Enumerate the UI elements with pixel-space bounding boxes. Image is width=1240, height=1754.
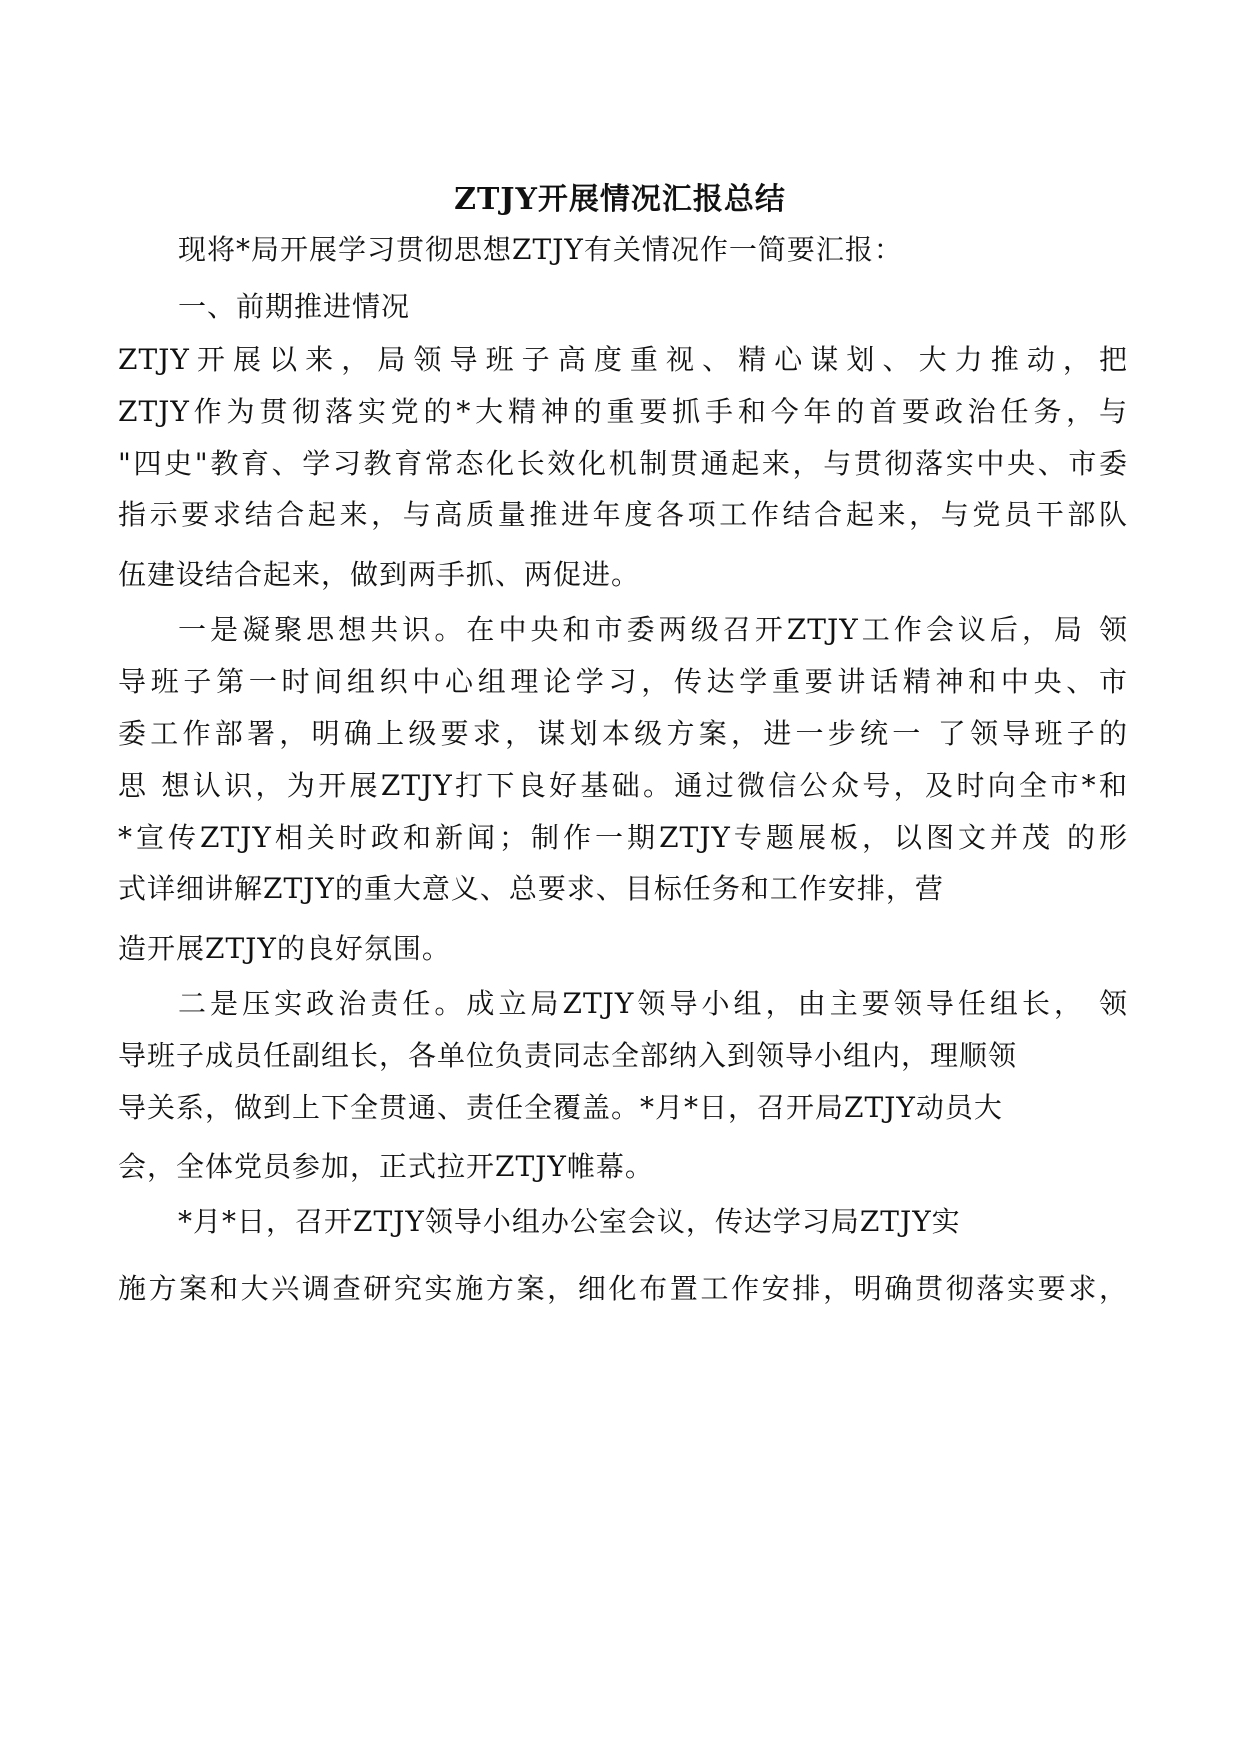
paragraph-line: 思 想认识，为开展ZTJY打下良好基础。通过微信公众号，及时向全市*和 <box>118 769 1128 802</box>
paragraph-line: 导班子第一时间组织中心组理论学习，传达学重要讲话精神和中央、市 <box>118 665 1128 698</box>
paragraph-line: 现将*局开展学习贯彻思想ZTJY有关情况作一简要汇报： <box>178 233 903 266</box>
paragraph-line: 二是压实政治责任。成立局ZTJY领导小组，由主要领导任组长， 领 <box>178 987 1128 1020</box>
paragraph-line: 一是凝聚思想共识。在中央和市委两级召开ZTJY工作会议后，局 领 <box>178 613 1128 646</box>
paragraph-line: *月*日，召开ZTJY领导小组办公室会议，传达学习局ZTJY实 <box>178 1205 961 1238</box>
paragraph-line: 导班子成员任副组长，各单位负责同志全部纳入到领导小组内，理顺领 <box>118 1039 1018 1072</box>
paragraph-line: *宣传ZTJY相关时政和新闻；制作一期ZTJY专题展板，以图文并茂 的形 <box>118 821 1128 854</box>
paragraph-line: "四史"教育、学习教育常态化长效化机制贯通起来，与贯彻落实中央、市委 <box>118 447 1128 480</box>
paragraph-line: 施方案和大兴调查研究实施方案，细化布置工作安排，明确贯彻落实要求， <box>118 1272 1128 1305</box>
paragraph-line: ZTJY开展以来，局领导班子高度重视、精心谋划、大力推动，把 <box>118 343 1128 376</box>
paragraph-line: 导关系，做到上下全贯通、责任全覆盖。*月*日，召开局ZTJY动员大 <box>118 1091 1003 1124</box>
document-title: ZTJY开展情况汇报总结 <box>454 182 786 217</box>
section-heading: 一、前期推进情况 <box>178 290 411 323</box>
paragraph-line: ZTJY作为贯彻落实党的*大精神的重要抓手和今年的首要政治任务，与 <box>118 395 1128 428</box>
paragraph-line: 伍建设结合起来，做到两手抓、两促进。 <box>118 558 641 591</box>
paragraph-line: 造开展ZTJY的良好氛围。 <box>118 932 451 965</box>
paragraph-line: 会，全体党员参加，正式拉开ZTJY帷幕。 <box>118 1150 654 1183</box>
paragraph-line: 式详细讲解ZTJY的重大意义、总要求、目标任务和工作安排，营 <box>118 872 944 905</box>
paragraph-line: 指示要求结合起来，与高质量推进年度各项工作结合起来，与党员干部队 <box>118 498 1128 531</box>
paragraph-line: 委工作部署，明确上级要求，谋划本级方案，进一步统一 了领导班子的 <box>118 717 1128 750</box>
